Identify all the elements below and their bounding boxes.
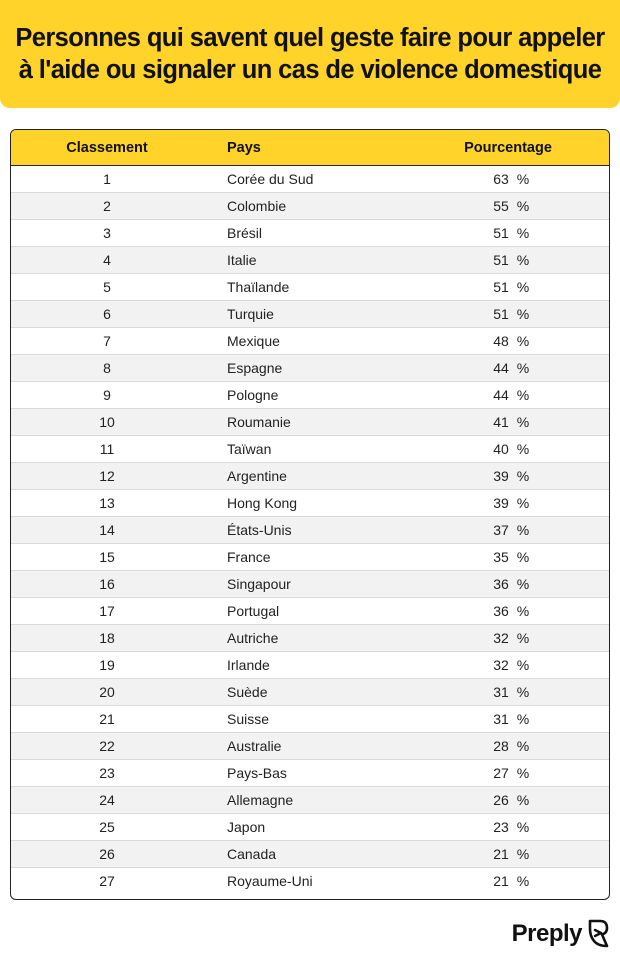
percent-sign: %: [516, 441, 530, 457]
percent-sign: %: [516, 495, 530, 511]
rank-cell: 26: [99, 846, 115, 862]
country-cell: Canada: [227, 846, 277, 862]
percent-cell: [413, 684, 603, 700]
table-row: [11, 382, 609, 409]
percent-sign: %: [516, 198, 530, 214]
rank-cell: 21: [99, 711, 115, 727]
table-row: [11, 490, 609, 517]
percent-value: 48: [493, 333, 509, 349]
rank-cell: 5: [103, 279, 111, 295]
country-cell: Japon: [227, 819, 266, 835]
country-cell: Thaïlande: [227, 279, 290, 295]
percent-cell: [413, 576, 603, 592]
title-banner: [0, 0, 620, 108]
percent-cell: [413, 387, 603, 403]
table-row: [11, 571, 609, 598]
table-row: [11, 652, 609, 679]
table-body: [11, 166, 609, 894]
rank-cell: 4: [103, 252, 111, 268]
rank-cell: 8: [103, 360, 111, 376]
percent-cell: [413, 522, 603, 538]
percent-cell: [413, 495, 603, 511]
percent-value: 21: [493, 846, 509, 862]
percent-value: 63: [493, 171, 509, 187]
table-row: [11, 868, 609, 894]
percent-cell: [413, 360, 603, 376]
table-row: [11, 166, 609, 193]
country-cell: Corée du Sud: [227, 171, 314, 187]
country-cell: France: [227, 549, 271, 565]
percent-cell: [413, 306, 603, 322]
table-row: [11, 598, 609, 625]
country-cell: Colombie: [227, 198, 287, 214]
percent-cell: [413, 657, 603, 673]
preply-logo-icon: [586, 919, 610, 949]
table-row: [11, 436, 609, 463]
table-row: [11, 463, 609, 490]
percent-sign: %: [516, 684, 530, 700]
percent-cell: [413, 252, 603, 268]
country-cell: Portugal: [227, 603, 280, 619]
percent-sign: %: [516, 414, 530, 430]
table-row: [11, 328, 609, 355]
rank-cell: 14: [99, 522, 115, 538]
preply-logo: [512, 919, 610, 949]
table-row: [11, 193, 609, 220]
rank-cell: 16: [99, 576, 115, 592]
percent-cell: [413, 792, 603, 808]
table-row: [11, 517, 609, 544]
percent-value: 28: [493, 738, 509, 754]
percent-value: 41: [493, 414, 509, 430]
percent-cell: [413, 846, 603, 862]
rank-cell: 1: [103, 171, 111, 187]
percent-cell: [413, 225, 603, 241]
percent-cell: [413, 765, 603, 781]
country-cell: Allemagne: [227, 792, 294, 808]
rank-cell: 9: [103, 387, 111, 403]
table-row: [11, 247, 609, 274]
table-row: [11, 787, 609, 814]
percent-sign: %: [516, 873, 530, 889]
percent-sign: %: [516, 603, 530, 619]
country-cell: États-Unis: [227, 522, 292, 538]
percent-cell: [413, 630, 603, 646]
country-cell: Autriche: [227, 630, 279, 646]
rank-cell: 2: [103, 198, 111, 214]
percent-value: 51: [493, 252, 509, 268]
table-row: [11, 706, 609, 733]
rank-cell: 13: [99, 495, 115, 511]
country-cell: Suisse: [227, 711, 270, 727]
rank-cell: 27: [99, 873, 115, 889]
logo-text: Preply: [511, 920, 582, 947]
percent-sign: %: [516, 225, 530, 241]
percent-value: 36: [493, 603, 509, 619]
country-cell: Pologne: [227, 387, 279, 403]
percent-value: 27: [493, 765, 509, 781]
page-title: Personnes qui savent quel geste faire pour appeler à l'aide ou signaler un cas de violence domestique: [15, 24, 605, 84]
table-row: [11, 409, 609, 436]
country-cell: Australie: [227, 738, 282, 754]
percent-value: 51: [493, 306, 509, 322]
percent-value: 32: [493, 657, 509, 673]
percent-sign: %: [516, 765, 530, 781]
rank-cell: 19: [99, 657, 115, 673]
table-row: [11, 301, 609, 328]
percent-sign: %: [516, 792, 530, 808]
rank-cell: 25: [99, 819, 115, 835]
percent-cell: [413, 819, 603, 835]
percent-cell: [413, 333, 603, 349]
percent-value: 51: [493, 225, 509, 241]
column-header-percent: Pourcentage: [464, 139, 552, 156]
percent-sign: %: [516, 630, 530, 646]
percent-sign: %: [516, 333, 530, 349]
rank-cell: 11: [99, 441, 115, 457]
country-cell: Taïwan: [227, 441, 272, 457]
table-row: [11, 220, 609, 247]
country-cell: Pays-Bas: [227, 765, 287, 781]
table-row: [11, 733, 609, 760]
country-cell: Turquie: [227, 306, 274, 322]
rank-cell: 18: [99, 630, 115, 646]
rank-cell: 10: [99, 414, 115, 430]
percent-cell: [413, 873, 603, 889]
percent-cell: [413, 738, 603, 754]
percent-cell: [413, 198, 603, 214]
percent-value: 37: [493, 522, 509, 538]
ranking-table: [10, 129, 610, 900]
country-cell: Royaume-Uni: [227, 873, 313, 889]
country-cell: Singapour: [227, 576, 291, 592]
country-cell: Argentine: [227, 468, 287, 484]
percent-value: 39: [493, 495, 509, 511]
percent-cell: [413, 279, 603, 295]
country-cell: Italie: [227, 252, 257, 268]
percent-sign: %: [516, 360, 530, 376]
rank-cell: 22: [99, 738, 115, 754]
percent-value: 44: [493, 360, 509, 376]
percent-sign: %: [516, 387, 530, 403]
percent-value: 40: [493, 441, 509, 457]
percent-value: 23: [493, 819, 509, 835]
percent-value: 51: [493, 279, 509, 295]
percent-value: 39: [493, 468, 509, 484]
percent-cell: [413, 603, 603, 619]
percent-sign: %: [516, 306, 530, 322]
percent-sign: %: [516, 576, 530, 592]
rank-cell: 20: [99, 684, 115, 700]
percent-sign: %: [516, 657, 530, 673]
rank-cell: 7: [103, 333, 111, 349]
table-row: [11, 274, 609, 301]
percent-sign: %: [516, 171, 530, 187]
country-cell: Espagne: [227, 360, 283, 376]
country-cell: Hong Kong: [227, 495, 298, 511]
country-cell: Irlande: [227, 657, 270, 673]
rank-cell: 17: [99, 603, 115, 619]
percent-cell: [413, 441, 603, 457]
percent-sign: %: [516, 711, 530, 727]
table-row: [11, 625, 609, 652]
table-header: [11, 130, 609, 166]
percent-sign: %: [516, 549, 530, 565]
rank-cell: 6: [103, 306, 111, 322]
percent-sign: %: [516, 279, 530, 295]
rank-cell: 12: [99, 468, 115, 484]
percent-value: 36: [493, 576, 509, 592]
percent-value: 31: [493, 711, 509, 727]
table-row: [11, 760, 609, 787]
percent-cell: [413, 468, 603, 484]
percent-sign: %: [516, 468, 530, 484]
rank-cell: 3: [103, 225, 111, 241]
column-header-rank: Classement: [66, 139, 148, 156]
rank-cell: 23: [99, 765, 115, 781]
percent-value: 31: [493, 684, 509, 700]
country-cell: Brésil: [227, 225, 263, 241]
column-header-country: Pays: [227, 139, 261, 156]
percent-value: 26: [493, 792, 509, 808]
rank-cell: 15: [99, 549, 115, 565]
percent-sign: %: [516, 252, 530, 268]
table-row: [11, 814, 609, 841]
percent-sign: %: [516, 522, 530, 538]
percent-sign: %: [516, 846, 530, 862]
country-cell: Roumanie: [227, 414, 291, 430]
percent-value: 35: [493, 549, 509, 565]
percent-cell: [413, 414, 603, 430]
percent-value: 44: [493, 387, 509, 403]
percent-cell: [413, 711, 603, 727]
percent-sign: %: [516, 819, 530, 835]
table-row: [11, 841, 609, 868]
rank-cell: 24: [99, 792, 115, 808]
country-cell: Mexique: [227, 333, 280, 349]
percent-sign: %: [516, 738, 530, 754]
percent-cell: [413, 171, 603, 187]
percent-value: 32: [493, 630, 509, 646]
country-cell: Suède: [227, 684, 268, 700]
table-row: [11, 355, 609, 382]
percent-value: 21: [493, 873, 509, 889]
percent-cell: [413, 549, 603, 565]
percent-value: 55: [493, 198, 509, 214]
table-row: [11, 679, 609, 706]
table-row: [11, 544, 609, 571]
